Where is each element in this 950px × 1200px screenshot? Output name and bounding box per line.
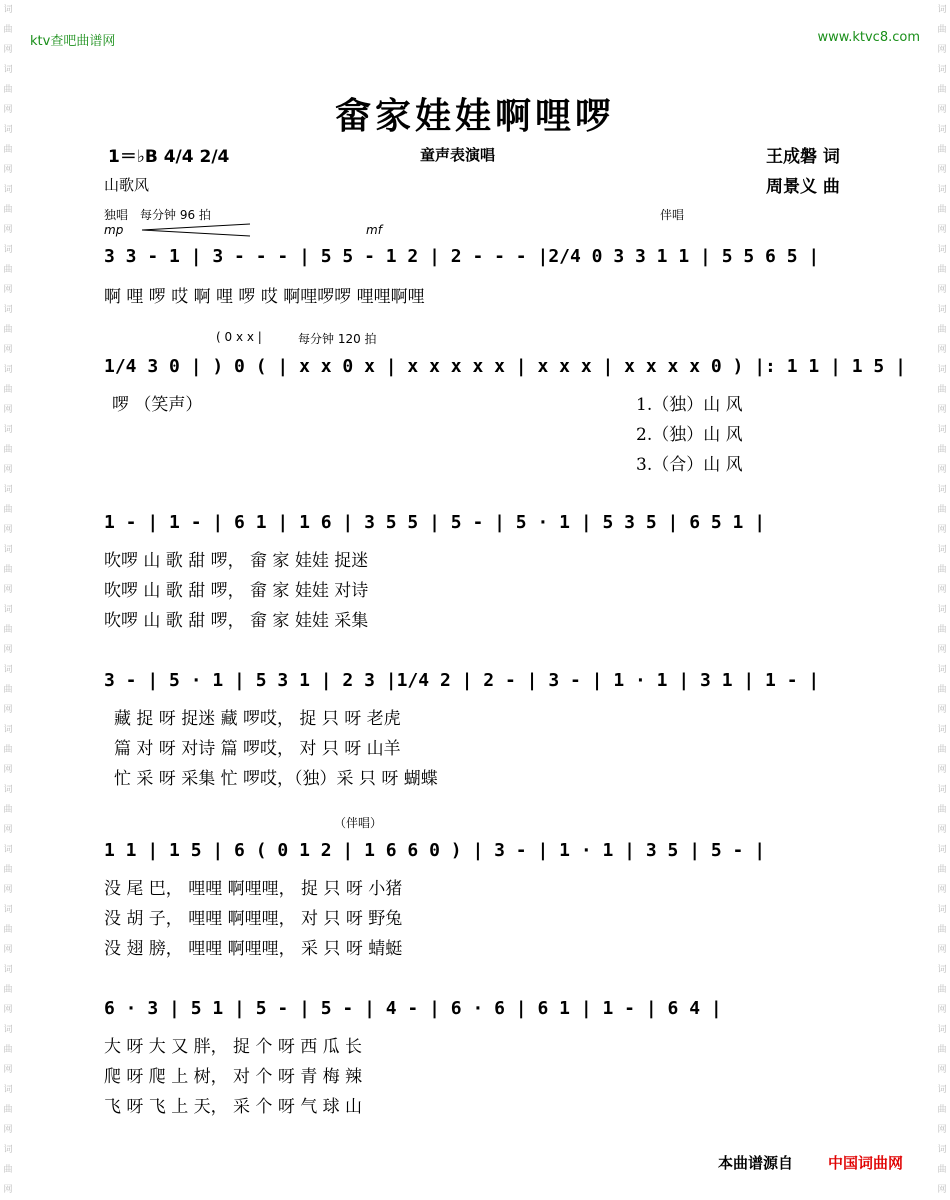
header-right-site[interactable]: www.ktvc8.com: [817, 30, 920, 45]
tempo-120: 每分钟 120 拍: [298, 332, 377, 346]
lyric-line-5b: 没 胡 子， 哩哩 啊哩哩， 对 只 呀 野兔: [104, 909, 403, 929]
lyric-line-6b: 爬 呀 爬 上 树， 对 个 呀 青 梅 辣: [104, 1067, 363, 1087]
notation-line-1: 3 3 - 1 | 3 - - - | 5 5 - 1 2 | 2 - - - |2/4 0 3 3 1 1 | 5 5 6 5 |: [104, 246, 820, 267]
lyric-line-4b: 篇 对 呀 对诗 篇 啰哎， 对 只 呀 山羊: [114, 739, 401, 759]
watermark-right: 词曲网词曲网词曲网词曲网词曲网词曲网词曲网词曲网词曲网词曲网词曲网词曲网词曲网词曲网词曲网词曲网词曲网词曲网词曲网词曲网: [937, 5, 947, 1195]
key-signature: 1＝♭B 4/4 2/4: [108, 147, 230, 167]
lyric-line-5c: 没 翅 膀， 哩哩 啊哩哩， 采 只 呀 蜻蜓: [104, 939, 403, 959]
tempo-solo: 独唱 每分钟 96 拍: [104, 208, 211, 222]
accompaniment-label: 伴唱: [660, 208, 685, 222]
lyric-line-3c: 吹啰 山 歌 甜 啰， 畲 家 娃娃 采集: [104, 611, 369, 631]
footer-source-label: 本曲谱源自: [718, 1154, 794, 1172]
verse-label-2: 2.（独）山 风: [636, 425, 743, 445]
dynamic-mf: mf: [366, 223, 382, 237]
accompaniment-label-2: （伴唱）: [334, 816, 383, 830]
verse-label-1: 1.（独）山 风: [636, 395, 743, 415]
header-left-site[interactable]: ktv查吧曲谱网: [30, 34, 116, 49]
crescendo-hairpin: [140, 222, 252, 238]
notation-line-5: 1 1 | 1 5 | 6 ( 0 1 2 | 1 6 6 0 ) | 3 - | 1 · 1 | 3 5 | 5 - |: [104, 840, 766, 861]
lyric-line-5a: 没 尾 巴， 哩哩 啊哩哩， 捉 只 呀 小猪: [104, 879, 403, 899]
lyric-line-1: 啊 哩 啰 哎 啊 哩 啰 哎 啊哩啰啰 哩哩啊哩: [104, 287, 425, 307]
accompaniment-rhythm: ( 0 x x |: [216, 330, 262, 344]
notation-line-3: 1 - | 1 - | 6 1 | 1 6 | 3 5 5 | 5 - | 5 · 1 | 5 3 5 | 6 5 1 |: [104, 512, 766, 533]
footer-source-link[interactable]: 中国词曲网: [828, 1154, 904, 1172]
lyric-line-3a: 吹啰 山 歌 甜 啰， 畲 家 娃娃 捉迷: [104, 551, 369, 571]
dynamic-mp: mp: [104, 223, 124, 237]
song-title: 畲家娃娃啊哩啰: [334, 95, 615, 137]
lyric-line-4c: 忙 采 呀 采集 忙 啰哎，（独）采 只 呀 蝴蝶: [114, 769, 438, 789]
lyric-line-6c: 飞 呀 飞 上 天， 采 个 呀 气 球 山: [104, 1097, 363, 1117]
lyric-line-3b: 吹啰 山 歌 甜 啰， 畲 家 娃娃 对诗: [104, 581, 369, 601]
lyric-line-6a: 大 呀 大 又 胖， 捉 个 呀 西 瓜 长: [104, 1037, 363, 1057]
lyric-line-2: 啰 （笑声）: [112, 395, 203, 415]
notation-line-2: 1/4 3 0 | ) 0 ( | x x 0 x | x x x x x | x x x | x x x x 0 ) |: 1 1 | 1 5 |: [104, 356, 906, 377]
performer: 童声表演唱: [420, 146, 496, 164]
style-marking: 山歌风: [104, 176, 150, 194]
lyricist: 王成磐 词: [766, 147, 840, 167]
notation-line-4: 3 - | 5 · 1 | 5 3 1 | 2 3 |1/4 2 | 2 - | 3 - | 1 · 1 | 3 1 | 1 - |: [104, 670, 820, 691]
composer: 周景义 曲: [766, 177, 840, 197]
verse-label-3: 3.（合）山 风: [636, 455, 743, 475]
notation-line-6: 6 · 3 | 5 1 | 5 - | 5 - | 4 - | 6 · 6 | 6 1 | 1 - | 6 4 |: [104, 998, 722, 1019]
lyric-line-4a: 藏 捉 呀 捉迷 藏 啰哎， 捉 只 呀 老虎: [114, 709, 401, 729]
watermark-left: 词曲网词曲网词曲网词曲网词曲网词曲网词曲网词曲网词曲网词曲网词曲网词曲网词曲网词曲网词曲网词曲网词曲网词曲网词曲网词曲网: [3, 5, 13, 1195]
